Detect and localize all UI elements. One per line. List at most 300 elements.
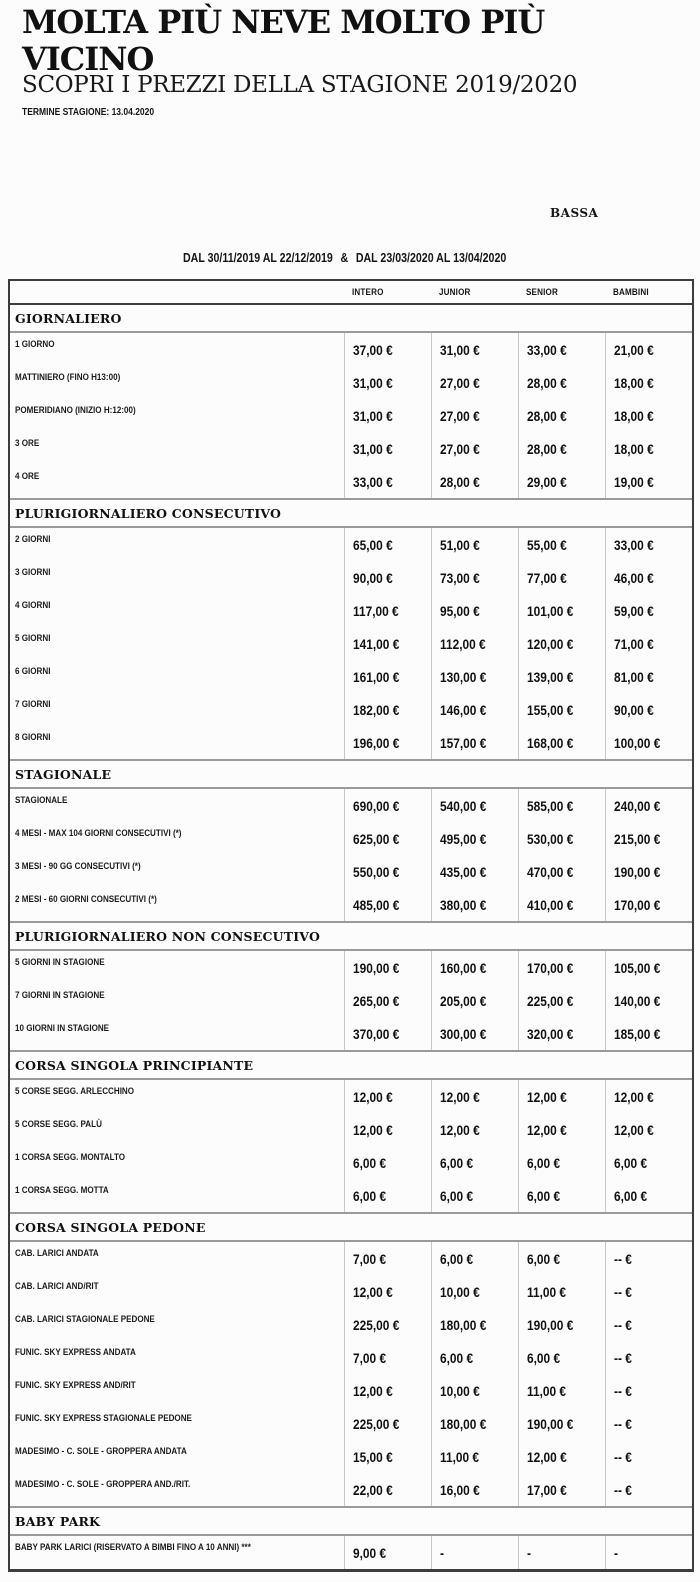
price-bambini — [605, 1113, 692, 1146]
price-intero — [344, 1080, 431, 1113]
table-row — [10, 1179, 692, 1212]
price-value: 12,00 € — [440, 1121, 480, 1138]
price-value: 112,00 € — [440, 635, 486, 652]
price-value: 485,00 € — [353, 896, 400, 913]
price-value: 12,00 € — [353, 1088, 393, 1105]
row-label-text: 2 MESI - 60 GIORNI CONSECUTIVI (*) — [15, 894, 157, 905]
row-label-text: 7 GIORNI — [15, 699, 51, 710]
row-label-text: 4 ORE — [15, 471, 40, 482]
row-label — [10, 366, 344, 399]
price-intero — [344, 1017, 431, 1050]
price-bambini — [605, 1242, 692, 1275]
price-value: 28,00 € — [527, 440, 567, 457]
price-bambini — [605, 789, 692, 822]
price-value: 31,00 € — [353, 407, 393, 424]
column-header-intero — [344, 287, 431, 298]
price-senior — [518, 855, 605, 888]
price-junior — [431, 1275, 518, 1308]
price-value: - — [614, 1544, 618, 1561]
table-row — [10, 1374, 692, 1407]
row-label-text: 1 GIORNO — [15, 339, 55, 350]
price-bambini — [605, 693, 692, 726]
price-value: -- € — [614, 1481, 632, 1498]
table-sections — [10, 305, 692, 1569]
price-senior — [518, 1308, 605, 1341]
table-row — [10, 822, 692, 855]
price-value: 73,00 € — [440, 569, 480, 586]
price-value: 130,00 € — [440, 668, 487, 685]
price-value: 180,00 € — [440, 1316, 487, 1333]
price-junior — [431, 855, 518, 888]
price-bambini — [605, 984, 692, 1017]
row-label-text: 4 MESI - MAX 104 GIORNI CONSECUTIVI (*) — [15, 828, 182, 839]
price-junior — [431, 333, 518, 366]
price-value: 37,00 € — [353, 341, 393, 358]
price-value: 6,00 € — [440, 1154, 474, 1171]
price-table — [8, 279, 694, 1572]
price-value: 225,00 € — [527, 992, 574, 1009]
table-row — [10, 627, 692, 660]
price-bambini — [605, 1374, 692, 1407]
price-senior — [518, 951, 605, 984]
price-value: 265,00 € — [353, 992, 400, 1009]
price-value: 160,00 € — [440, 959, 487, 976]
price-value: 15,00 € — [353, 1448, 393, 1465]
price-value: 9,00 € — [353, 1544, 387, 1561]
row-label — [10, 1179, 344, 1212]
price-intero — [344, 660, 431, 693]
price-value: 18,00 € — [614, 407, 654, 424]
price-value: 690,00 € — [353, 797, 400, 814]
table-row — [10, 693, 692, 726]
section-baby-park — [10, 1506, 692, 1569]
price-value: 6,00 € — [440, 1349, 474, 1366]
price-intero — [344, 984, 431, 1017]
price-intero — [344, 333, 431, 366]
row-label — [10, 399, 344, 432]
row-label-text: 6 GIORNI — [15, 666, 51, 677]
price-senior — [518, 333, 605, 366]
price-senior — [518, 693, 605, 726]
price-bambini — [605, 1146, 692, 1179]
section-title: CORSA SINGOLA PRINCIPIANTE — [10, 1052, 692, 1080]
row-label — [10, 627, 344, 660]
price-junior — [431, 1341, 518, 1374]
row-label-text: 8 GIORNI — [15, 732, 51, 743]
price-intero — [344, 432, 431, 465]
row-label — [10, 660, 344, 693]
price-value: 11,00 € — [440, 1448, 480, 1465]
price-junior — [431, 1179, 518, 1212]
row-label — [10, 432, 344, 465]
price-senior — [518, 822, 605, 855]
price-value: 6,00 € — [440, 1250, 474, 1267]
price-junior — [431, 528, 518, 561]
price-senior — [518, 366, 605, 399]
price-junior — [431, 726, 518, 759]
price-value: 22,00 € — [353, 1481, 393, 1498]
page-title-line-1: MOLTA PIÙ NEVE MOLTO PIÙ — [22, 3, 545, 41]
row-label-text: 10 GIORNI IN STAGIONE — [15, 1023, 110, 1034]
price-value: 435,00 € — [440, 863, 487, 880]
price-junior — [431, 465, 518, 498]
season-band-tab[interactable]: BASSA — [550, 206, 599, 220]
row-label — [10, 333, 344, 366]
price-bambini — [605, 528, 692, 561]
price-junior — [431, 1113, 518, 1146]
price-value: 540,00 € — [440, 797, 487, 814]
price-intero — [344, 399, 431, 432]
row-label — [10, 1080, 344, 1113]
table-row — [10, 1146, 692, 1179]
price-value: 225,00 € — [353, 1316, 400, 1333]
price-junior — [431, 399, 518, 432]
price-value: 18,00 € — [614, 440, 654, 457]
price-value: 170,00 € — [614, 896, 661, 913]
price-bambini — [605, 432, 692, 465]
table-row — [10, 951, 692, 984]
price-value: 65,00 € — [353, 536, 393, 553]
row-label — [10, 1440, 344, 1473]
price-intero — [344, 1440, 431, 1473]
row-label — [10, 726, 344, 759]
table-row — [10, 855, 692, 888]
price-value: 320,00 € — [527, 1025, 574, 1042]
price-junior — [431, 693, 518, 726]
price-junior — [431, 1308, 518, 1341]
price-bambini — [605, 660, 692, 693]
row-label-text: FUNIC. SKY EXPRESS ANDATA — [15, 1347, 136, 1358]
price-junior — [431, 1536, 518, 1569]
price-value: 105,00 € — [614, 959, 661, 976]
row-label-text: 7 GIORNI IN STAGIONE — [15, 990, 105, 1001]
price-senior — [518, 627, 605, 660]
table-row — [10, 660, 692, 693]
price-bambini — [605, 1179, 692, 1212]
price-value: 225,00 € — [353, 1415, 400, 1432]
price-value: 6,00 € — [353, 1187, 387, 1204]
price-junior — [431, 1473, 518, 1506]
column-header-label: JUNIOR — [439, 286, 471, 298]
price-senior — [518, 1275, 605, 1308]
price-junior — [431, 822, 518, 855]
price-junior — [431, 789, 518, 822]
price-value: 6,00 € — [353, 1154, 387, 1171]
price-value: 585,00 € — [527, 797, 574, 814]
price-senior — [518, 660, 605, 693]
row-label-text: 5 GIORNI — [15, 633, 51, 644]
price-junior — [431, 984, 518, 1017]
row-label-text: FUNIC. SKY EXPRESS AND/RIT — [15, 1380, 136, 1391]
row-label-text: MADESIMO - C. SOLE - GROPPERA AND./RIT. — [15, 1479, 191, 1490]
row-label-text: 4 GIORNI — [15, 600, 51, 611]
price-value: 18,00 € — [614, 374, 654, 391]
row-label-text: STAGIONALE — [15, 795, 68, 806]
price-senior — [518, 432, 605, 465]
price-bambini — [605, 561, 692, 594]
price-value: 28,00 € — [440, 473, 480, 490]
price-value: 7,00 € — [353, 1349, 387, 1366]
table-row — [10, 1341, 692, 1374]
price-value: 240,00 € — [614, 797, 661, 814]
price-junior — [431, 1146, 518, 1179]
price-value: 33,00 € — [527, 341, 567, 358]
price-value: -- € — [614, 1349, 632, 1366]
table-row — [10, 1113, 692, 1146]
price-value: -- € — [614, 1283, 632, 1300]
table-row — [10, 399, 692, 432]
date-range-text — [183, 251, 506, 265]
price-value: 90,00 € — [614, 701, 654, 718]
row-label-text: 3 GIORNI — [15, 567, 51, 578]
row-label-text: 1 CORSA SEGG. MOTTA — [15, 1185, 109, 1196]
price-value: 185,00 € — [614, 1025, 661, 1042]
price-senior — [518, 1473, 605, 1506]
price-value: 161,00 € — [353, 668, 400, 685]
column-header-label: BAMBINI — [613, 286, 649, 298]
price-intero — [344, 726, 431, 759]
price-value: 16,00 € — [440, 1481, 480, 1498]
price-intero — [344, 1113, 431, 1146]
section-title: STAGIONALE — [10, 761, 692, 789]
row-label — [10, 465, 344, 498]
price-junior — [431, 888, 518, 921]
price-intero — [344, 1536, 431, 1569]
price-value: 6,00 € — [527, 1154, 561, 1171]
price-senior — [518, 984, 605, 1017]
price-intero — [344, 627, 431, 660]
price-bambini — [605, 366, 692, 399]
price-senior — [518, 1440, 605, 1473]
row-label — [10, 1017, 344, 1050]
column-header-bambini — [605, 287, 692, 298]
price-senior — [518, 465, 605, 498]
price-value: 146,00 € — [440, 701, 487, 718]
price-value: 11,00 € — [527, 1382, 567, 1399]
price-bambini — [605, 1407, 692, 1440]
price-junior — [431, 1017, 518, 1050]
price-junior — [431, 1242, 518, 1275]
table-row — [10, 1440, 692, 1473]
price-value: 31,00 € — [440, 341, 480, 358]
price-value: -- € — [614, 1382, 632, 1399]
price-junior — [431, 1080, 518, 1113]
price-value: 12,00 € — [527, 1088, 567, 1105]
price-intero — [344, 1146, 431, 1179]
table-row — [10, 594, 692, 627]
price-bambini — [605, 726, 692, 759]
price-intero — [344, 1473, 431, 1506]
row-label — [10, 1341, 344, 1374]
price-senior — [518, 1536, 605, 1569]
price-value: 205,00 € — [440, 992, 487, 1009]
price-value: 6,00 € — [527, 1187, 561, 1204]
price-junior — [431, 561, 518, 594]
price-value: 33,00 € — [614, 536, 654, 553]
price-value: 168,00 € — [527, 734, 574, 751]
price-value: 59,00 € — [614, 602, 654, 619]
price-value: 190,00 € — [527, 1415, 574, 1432]
price-value: -- € — [614, 1415, 632, 1432]
date-range-1: DAL 30/11/2019 AL 22/12/2019 — [183, 251, 333, 265]
price-senior — [518, 399, 605, 432]
price-value: 180,00 € — [440, 1415, 487, 1432]
price-value: 470,00 € — [527, 863, 574, 880]
price-intero — [344, 561, 431, 594]
price-bambini — [605, 1080, 692, 1113]
season-end-note-text: TERMINE STAGIONE: 13.04.2020 — [22, 107, 155, 118]
price-value: 19,00 € — [614, 473, 654, 490]
price-senior — [518, 726, 605, 759]
price-senior — [518, 1146, 605, 1179]
price-bambini — [605, 333, 692, 366]
row-label — [10, 561, 344, 594]
price-value: 12,00 € — [440, 1088, 480, 1105]
table-row — [10, 1536, 692, 1569]
row-label — [10, 1242, 344, 1275]
row-label — [10, 1473, 344, 1506]
price-value: 190,00 € — [527, 1316, 574, 1333]
price-senior — [518, 1242, 605, 1275]
price-value: 11,00 € — [527, 1283, 567, 1300]
row-label — [10, 594, 344, 627]
price-value: 12,00 € — [614, 1088, 654, 1105]
price-bambini — [605, 1473, 692, 1506]
price-value: - — [527, 1544, 531, 1561]
price-value: 190,00 € — [614, 863, 661, 880]
price-junior — [431, 951, 518, 984]
price-senior — [518, 1341, 605, 1374]
row-label-text: CAB. LARICI AND/RIT — [15, 1281, 99, 1292]
table-row — [10, 465, 692, 498]
row-label-text: MATTINIERO (FINO H13:00) — [15, 372, 121, 383]
price-value: - — [440, 1544, 444, 1561]
row-label — [10, 1536, 344, 1569]
price-intero — [344, 366, 431, 399]
price-value: 31,00 € — [353, 440, 393, 457]
date-range-2: DAL 23/03/2020 AL 13/04/2020 — [355, 251, 507, 265]
price-value: 90,00 € — [353, 569, 393, 586]
price-value: 29,00 € — [527, 473, 567, 490]
price-value: 120,00 € — [527, 635, 574, 652]
price-value: 51,00 € — [440, 536, 480, 553]
price-value: 182,00 € — [353, 701, 400, 718]
column-header-label: INTERO — [352, 286, 384, 298]
season-end-note — [22, 107, 177, 118]
price-bambini — [605, 888, 692, 921]
table-row — [10, 1407, 692, 1440]
price-value: 12,00 € — [614, 1121, 654, 1138]
price-intero — [344, 789, 431, 822]
price-intero — [344, 528, 431, 561]
price-value: 46,00 € — [614, 569, 654, 586]
section-plurigiornaliero-non-consecutivo — [10, 921, 692, 1050]
price-intero — [344, 951, 431, 984]
price-value: 12,00 € — [353, 1121, 393, 1138]
price-value: 95,00 € — [440, 602, 480, 619]
price-value: 6,00 € — [440, 1187, 474, 1204]
table-row — [10, 1275, 692, 1308]
price-intero — [344, 1341, 431, 1374]
price-junior — [431, 366, 518, 399]
price-value: 10,00 € — [440, 1283, 480, 1300]
price-value: 21,00 € — [614, 341, 654, 358]
price-junior — [431, 594, 518, 627]
row-label-text: 5 GIORNI IN STAGIONE — [15, 957, 105, 968]
row-label-text: POMERIDIANO (INIZIO H:12:00) — [15, 405, 136, 416]
price-value: 31,00 € — [353, 374, 393, 391]
price-value: 81,00 € — [614, 668, 654, 685]
price-value: 190,00 € — [353, 959, 400, 976]
price-intero — [344, 1242, 431, 1275]
price-value: 140,00 € — [614, 992, 661, 1009]
price-value: 6,00 € — [614, 1154, 648, 1171]
price-value: 117,00 € — [353, 602, 399, 619]
price-bambini — [605, 1017, 692, 1050]
row-label-text: BABY PARK LARICI (RISERVATO A BIMBI FINO A 10 ANNI) *** — [15, 1542, 251, 1553]
price-bambini — [605, 1341, 692, 1374]
price-senior — [518, 1113, 605, 1146]
price-junior — [431, 660, 518, 693]
section-plurigiornaliero-consecutivo — [10, 498, 692, 759]
section-title: CORSA SINGOLA PEDONE — [10, 1214, 692, 1242]
price-intero — [344, 594, 431, 627]
row-label — [10, 1275, 344, 1308]
price-bambini — [605, 822, 692, 855]
price-senior — [518, 888, 605, 921]
price-bambini — [605, 627, 692, 660]
price-intero — [344, 855, 431, 888]
table-row — [10, 366, 692, 399]
row-label-text: 1 CORSA SEGG. MONTALTO — [15, 1152, 126, 1163]
column-header-senior — [518, 287, 605, 298]
row-label — [10, 1374, 344, 1407]
page-subtitle: SCOPRI I PREZZI DELLA STAGIONE 2019/2020 — [22, 72, 578, 98]
section-corsa-singola-principiante — [10, 1050, 692, 1212]
section-title: GIORNALIERO — [10, 305, 692, 333]
price-value: 6,00 € — [527, 1250, 561, 1267]
price-value: 380,00 € — [440, 896, 487, 913]
price-bambini — [605, 1308, 692, 1341]
price-senior — [518, 528, 605, 561]
price-value: 530,00 € — [527, 830, 574, 847]
row-label-text: 2 GIORNI — [15, 534, 51, 545]
price-value: 155,00 € — [527, 701, 574, 718]
table-row — [10, 984, 692, 1017]
table-row — [10, 1308, 692, 1341]
price-junior — [431, 1407, 518, 1440]
price-value: 12,00 € — [353, 1382, 393, 1399]
row-label-text: CAB. LARICI STAGIONALE PEDONE — [15, 1314, 155, 1325]
table-row — [10, 789, 692, 822]
table-row — [10, 1242, 692, 1275]
price-value: 27,00 € — [440, 374, 480, 391]
row-label — [10, 1146, 344, 1179]
row-label — [10, 1113, 344, 1146]
row-label-text: CAB. LARICI ANDATA — [15, 1248, 99, 1259]
table-row — [10, 726, 692, 759]
price-value: 100,00 € — [614, 734, 661, 751]
table-row — [10, 561, 692, 594]
price-intero — [344, 1407, 431, 1440]
price-value: -- € — [614, 1448, 632, 1465]
table-row — [10, 528, 692, 561]
column-header-row — [10, 281, 692, 305]
price-value: 12,00 € — [353, 1283, 393, 1300]
section-giornaliero — [10, 305, 692, 498]
table-row — [10, 333, 692, 366]
column-header-label: SENIOR — [526, 286, 558, 298]
